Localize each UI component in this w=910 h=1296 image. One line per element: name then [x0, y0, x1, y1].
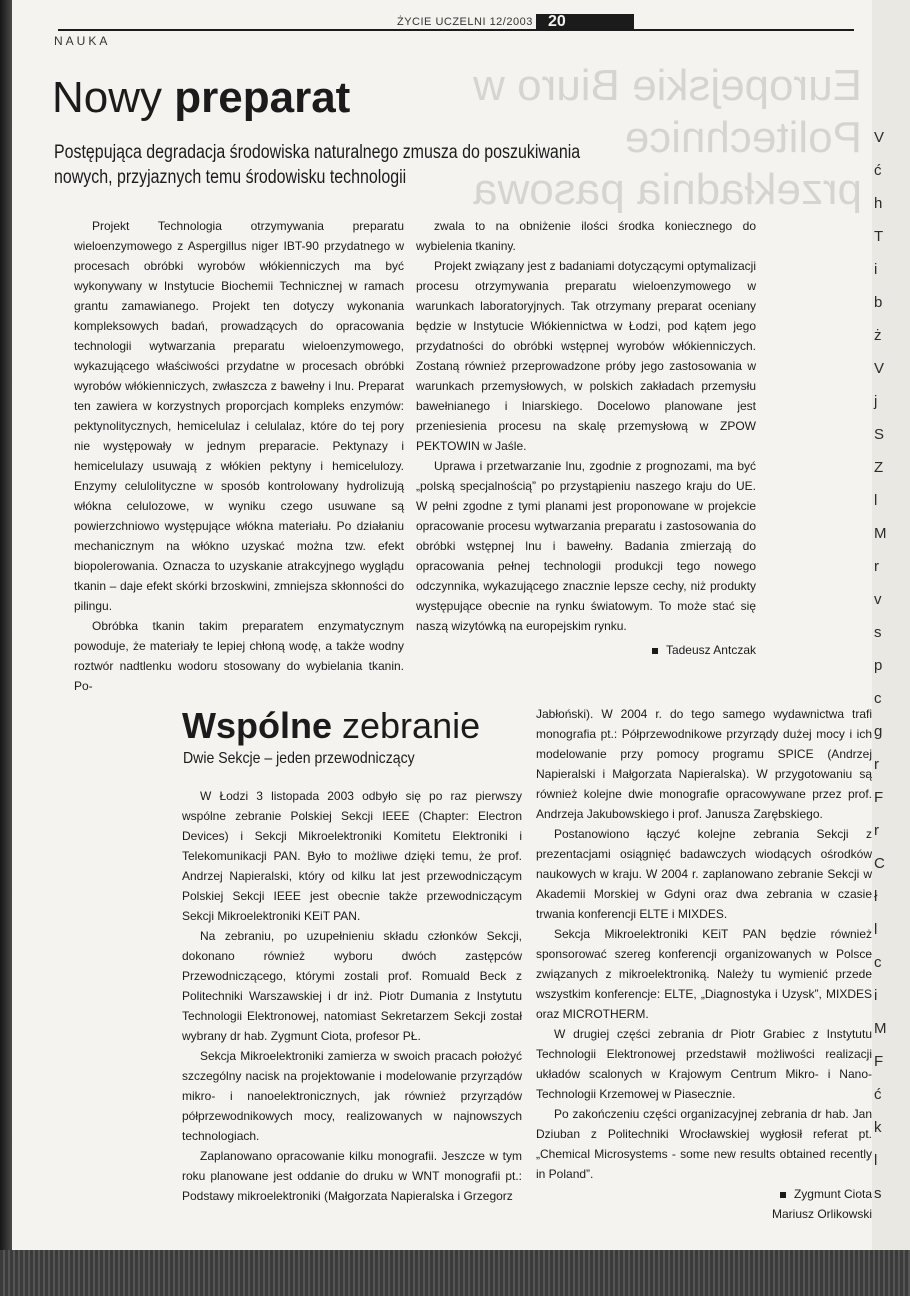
- adjacent-page-letter: i: [874, 987, 878, 1004]
- bleed-through-text: Europejskie Biuro w Politechnice przekładnia pasowa: [473, 61, 862, 214]
- adjacent-page-letter: s: [874, 1185, 882, 1202]
- paragraph: Zaplanowano opracowanie kilku monografii. Jeszcze w tym roku planowane jest oddanie do druku w WNT monografii pt.: Podstawy mikroelektroniki (Małgorzata Napieralska i Grzegorz: [182, 1149, 522, 1203]
- article1-title-light: Nowy: [52, 73, 163, 122]
- adjacent-page-letter: F: [874, 789, 884, 806]
- adjacent-page-letter: i: [874, 261, 878, 278]
- adjacent-page-letter: c: [874, 954, 882, 971]
- paragraph: Projekt związany jest z badaniami dotyczącymi optymalizacji procesu otrzymywania preparatu wieloenzymowego w warunkach laboratoryjnych. Tak otrzymany preparat oceniany będzie w Instytucie Włókiennictwa w Łodzi, pod kątem jego przydatności do obróbki wstępnej wyrobów włókienniczych. Zostaną również przeprowadzone próby jego zastosowania w warunkach przemysłowych, w polskich zakładach przemysłu bawełnianego i lniarskiego. Docelowo planowane jest przeniesienia procesu na skalę przemysłową w ZPOW PEKTOWIN w Jaśle.: [416, 259, 756, 453]
- paragraph: Sekcja Mikroelektroniki KEiT PAN będzie również sponsorować szereg konferencji organizowanych w Polsce związanych z mikroelektroniką. Należy tu wymienić przede wszystkim konferencje: ELTE, „Diagnostyka i Uzysk”, MIXDES oraz MICROTHERM.: [536, 927, 872, 1021]
- adjacent-page-letter: c: [874, 690, 882, 707]
- paragraph: Po zakończeniu części organizacyjnej zebrania dr hab. Jan Dziuban z Politechniki Wrocławskiej wygłosił referat pt. „Chemical Microsystems - some new results obtained recently in Poland”.: [536, 1107, 872, 1181]
- adjacent-page-letter: k: [874, 1119, 882, 1136]
- adjacent-page-letter: C: [874, 855, 885, 872]
- article2-signature-1: [536, 1184, 872, 1204]
- adjacent-page-letter: ć: [874, 1086, 882, 1103]
- adjacent-page-letter: M: [874, 1020, 887, 1037]
- article1-author: Tadeusz Antczak: [665, 643, 756, 657]
- adjacent-page-letter: h: [874, 195, 883, 212]
- adjacent-page-letter: l: [874, 492, 878, 509]
- magazine-page: [12, 0, 872, 1250]
- scan-bottom-edge: [0, 1250, 910, 1296]
- section-label: NAUKA: [54, 34, 111, 48]
- adjacent-page-letter: g: [874, 723, 883, 740]
- article1-signature: [416, 640, 756, 660]
- adjacent-page-letter: r: [874, 756, 879, 773]
- adjacent-page-letter: l: [874, 921, 878, 938]
- article2-author-2: Mariusz Orlikowski: [771, 1207, 872, 1221]
- adjacent-page-letter: F: [874, 1053, 884, 1070]
- paragraph: Obróbka tkanin takim preparatem enzymatycznym powoduje, że materiały te lepiej chłoną wodę, a także wodny roztwór nadtlenku wodoru stosowany do wybielania tkanin. Po-: [74, 619, 404, 693]
- scan-left-edge: [0, 0, 12, 1296]
- paragraph: Na zebraniu, po uzupełnieniu składu członków Sekcji, dokonano również wyboru dwóch zastępców Przewodniczącego, którymi zostali prof. Romuald Beck z Politechniki Warszawskiej i dr inż. Piotr Dumania z Instytutu Technologii Elektronowej, natomiast Sekretarzem Sekcji został wybrany dr hab. Zygmunt Ciota, profesor PŁ.: [182, 929, 522, 1043]
- paragraph: Jabłoński). W 2004 r. do tego samego wydawnictwa trafi monografia pt.: Półprzewodnikowe przyrządy dużej mocy i ich modelowanie przy pomocy programu SPICE (Andrzej Napieralski i Małgorzata Napieralska). W przygotowaniu są również kolejne dwie monografie opracowywane przez prof. Andrzeja Jakubowskiego i prof. Janusza Zarębskiego.: [536, 707, 872, 821]
- article2-title-light: zebranie: [342, 705, 481, 746]
- article2-subtitle: Dwie Sekcje – jeden przewodniczący: [183, 750, 415, 767]
- article2-title-bold: Wspólne: [182, 705, 332, 746]
- article1-column-2: [416, 216, 756, 660]
- article2-column-1: [182, 786, 522, 1206]
- adjacent-page-letter: v: [874, 591, 882, 608]
- paragraph: Postanowiono łączyć kolejne zebrania Sekcji z prezentacjami osiągnięć badawczych wiodących ośrodków naukowych w kraju. W 2004 r. zaplanowano zebranie Sekcji w Akademii Morskiej w Gdyni oraz dwa zebrania w czasie trwania konferencji ELTE i MIXDES.: [536, 827, 872, 921]
- adjacent-page-letter: Z: [874, 459, 884, 476]
- article1-column-1: [74, 216, 404, 696]
- paragraph: Uprawa i przetwarzanie lnu, zgodnie z prognozami, ma być „polską specjalnością” po przystąpieniu naszego kraju do UE. W pełni zgodne z tymi planami jest proponowane w projekcie opracowanie procesu wytwarzania preparatu i zastosowania do obróbki wstępnej lnu i bawełny. Badania zmierzają do opracowania pełnej technologii produkcji tego nowego odczynnika, wykazującego znacznie lepsze cechy, niż produkty występujące obecnie na rynku światowym. To może stać się naszą wizytówką na europejskim rynku.: [416, 459, 756, 633]
- paragraph: Sekcja Mikroelektroniki zamierza w swoich pracach położyć szczególny nacisk na projektowanie i modelowanie przyrządów mikro- i nanoelektronicznych, jak również przyrządów półprzewodnikowych mocy, realizowanych w najnowszych technologiach.: [182, 1049, 522, 1143]
- header-rule: [58, 29, 854, 31]
- adjacent-page-letter: V: [874, 360, 885, 377]
- article2-signature-2: [536, 1204, 872, 1224]
- adjacent-page-letter: s: [874, 624, 882, 641]
- paragraph: Projekt Technologia otrzymywania preparatu wieloenzymowego z Aspergillus niger IBT-90 przydatnego w procesach obróbki wyrobów włókienniczych ma być wykonywany w Instytucie Biochemii Technicznej w ramach grantu zamawianego. Projekt ten dotyczy wykonania kompleksowych badań, prowadzących do opracowania technologii wytwarzania preparatu wieloenzymowego, wykazującego właściwości przydatne w procesach obróbki wyrobów włókienniczych, zwłaszcza z bawełny i lnu. Preparat ten zawiera w korzystnych proporcjach kompleks enzymów: pektynolitycznych, hemicelulaz i celulalaz, które do tej pory nie występowały w jednym preparacie. Pektynazy i hemicelulazy usuwają z włókien pektyny i hemicelulozy. Enzymy celulolityczne w sposób kontrolowany hydrolizują włókna celulozowe, w wyniku czego usuwane są powierzchniowo występujące włókna materiału. Po działaniu mechanicznym na włókno uzyskać można tzw. efekt biopolerowania. Oznacza to uzyskanie atrakcyjnego wyglądu tkanin – daje efekt skórki brzoskwini, zmniejsza skłonności do pilingu.: [74, 219, 404, 613]
- adjacent-page-letter: p: [874, 657, 883, 674]
- adjacent-page-letter: ż: [874, 327, 882, 344]
- adjacent-page-letter: j: [874, 393, 878, 410]
- adjacent-page-letter: ć: [874, 162, 882, 179]
- adjacent-page-letter: r: [874, 822, 879, 839]
- adjacent-page-letter: T: [874, 228, 884, 245]
- adjacent-page-letter: b: [874, 294, 883, 311]
- adjacent-page-strip: [872, 0, 910, 1250]
- article1-title-bold: preparat: [174, 73, 351, 122]
- article2-column-2: [536, 704, 872, 1224]
- article2-title: [182, 704, 480, 748]
- article1-title: [52, 70, 350, 126]
- adjacent-page-letter: r: [874, 558, 879, 575]
- adjacent-page-letter: V: [874, 129, 885, 146]
- paragraph: zwala to na obniżenie ilości środka koniecznego do wybielenia tkaniny.: [416, 219, 756, 253]
- paragraph: W Łodzi 3 listopada 2003 odbyło się po raz pierwszy wspólne zebranie Polskiej Sekcji IEEE (Chapter: Electron Devices) i Sekcji Mikroelektroniki Komitetu Elektroniki i Telekomunikacji PAN. Było to możliwe dzięki temu, że prof. Andrzej Napieralski, który od kilku lat jest przewodniczącym Polskiej Sekcji IEEE jest obecnie także przewodniczącym Sekcji Mikroelektroniki KEiT PAN.: [182, 789, 522, 923]
- signature-square-icon: [652, 648, 658, 654]
- adjacent-page-letter: M: [874, 525, 887, 542]
- adjacent-page-letter: l: [874, 1152, 878, 1169]
- paragraph: W drugiej części zebrania dr Piotr Grabiec z Instytutu Technologii Elektronowej przedstawił możliwości realizacji układów scalonych w Krajowym Centrum Mikro- i Nano- Technologii Krzemowej w Piasecznie.: [536, 1027, 872, 1101]
- adjacent-page-letter: ł: [874, 888, 878, 905]
- running-head: ŻYCIE UCZELNI 12/2003: [397, 16, 533, 28]
- signature-square-icon: [780, 1192, 786, 1198]
- article2-author-1: Zygmunt Ciota: [793, 1187, 872, 1201]
- article1-lead: Postępująca degradacja środowiska naturalnego zmusza do poszukiwania nowych, przyjaznych temu środowisku technologii: [54, 142, 581, 188]
- adjacent-page-letter: S: [874, 426, 885, 443]
- page-number: 20: [536, 14, 634, 30]
